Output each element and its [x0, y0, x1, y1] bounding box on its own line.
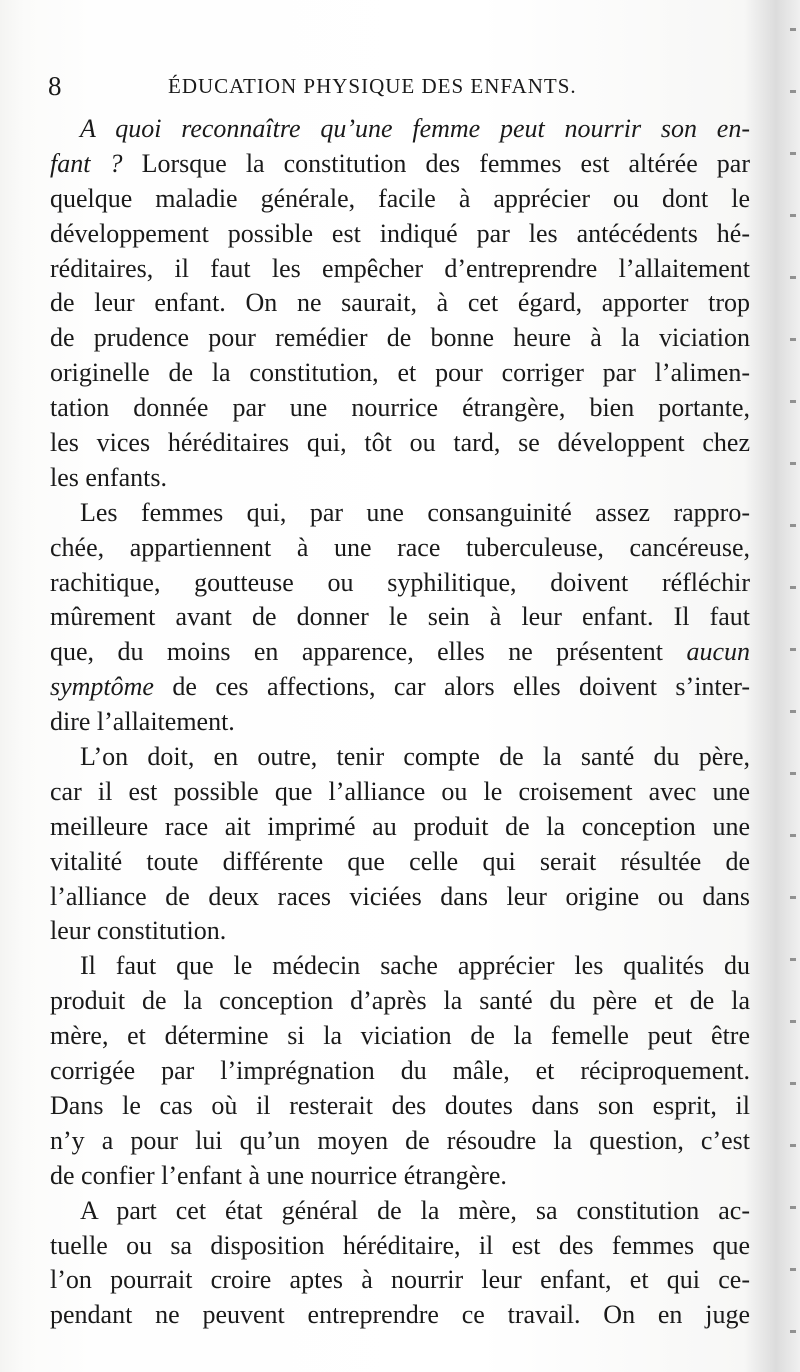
text-line: fant ? Lorsque la constitution des femmes est altérée par	[50, 148, 751, 178]
text-line: leur constitution.	[50, 916, 227, 946]
text-line: de prudence pour remédier de bonne heure à la viciation	[50, 323, 750, 353]
text-line: corrigée par l’imprégnation du mâle, et réciproquement.	[50, 1056, 750, 1086]
text-line: Il faut que le médecin sache apprécier les qualités du	[80, 951, 750, 981]
text-line: de confier l’enfant à une nourrice étrangère.	[50, 1160, 507, 1190]
text-line: dire l’allaitement.	[50, 707, 235, 737]
page-header	[48, 68, 748, 104]
text-line: symptôme de ces affections, car alors elles doivent s’inter-	[50, 672, 750, 702]
text-line: L’on doit, en outre, tenir compte de la santé du père,	[80, 742, 750, 772]
text-line: A part cet état général de la mère, sa constitution ac-	[80, 1195, 750, 1225]
text-line: les vices héréditaires qui, tôt ou tard, se développent chez	[50, 428, 750, 458]
text-line: développement possible est indiqué par les antécédents hé-	[50, 218, 750, 248]
text-line: chée, appartiennent à une race tuberculeuse, cancéreuse,	[50, 532, 750, 562]
text-line: de leur enfant. On ne saurait, à cet égard, apporter trop	[50, 288, 750, 318]
text-line: mûrement avant de donner le sein à leur enfant. Il faut	[50, 602, 750, 632]
text-line: Dans le cas où il resterait des doutes dans son esprit, il	[50, 1090, 750, 1120]
text-line: vitalité toute différente que celle qui serait résultée de	[50, 846, 750, 876]
text-line: l’on pourrait croire aptes à nourrir leur enfant, et qui ce-	[50, 1265, 750, 1295]
text-line: les enfants.	[50, 462, 167, 492]
text-line: car il est possible que l’alliance ou le croisement avec une	[50, 776, 750, 806]
text-line: produit de la conception d’après la santé du père et de la	[50, 986, 750, 1016]
text-line: l’alliance de deux races viciées dans leur origine ou dans	[50, 881, 750, 911]
text-line: réditaires, il faut les empêcher d’entreprendre l’allaitement	[50, 253, 750, 283]
text-line: originelle de la constitution, et pour corriger par l’alimen-	[50, 358, 750, 388]
text-line: meilleure race ait imprimé au produit de la conception une	[50, 811, 750, 841]
text-line: tuelle ou sa disposition héréditaire, il est des femmes que	[50, 1230, 750, 1260]
text-line: quelque maladie générale, facile à apprécier ou dont le	[50, 183, 750, 213]
text-line: tation donnée par une nourrice étrangère, bien portante,	[50, 393, 750, 423]
text-line: que, du moins en apparence, elles ne présentent aucun	[50, 637, 750, 667]
text-line: rachitique, goutteuse ou syphilitique, doivent réfléchir	[50, 567, 750, 597]
running-title: ÉDUCATION PHYSIQUE DES ENFANTS.	[168, 74, 577, 98]
text-line: Les femmes qui, par une consanguinité assez rappro-	[80, 497, 750, 527]
text-line: A quoi reconnaître qu’une femme peut nourrir son en-	[80, 114, 750, 143]
page-number: 8	[48, 71, 62, 101]
page-edge-shadow	[790, 0, 796, 1372]
text-line: pendant ne peuvent entreprendre ce travail. On en juge	[50, 1300, 750, 1330]
body-text	[50, 112, 750, 1333]
text-line: n’y a pour lui qu’un moyen de résoudre la question, c’est	[50, 1125, 750, 1155]
text-line: mère, et détermine si la viciation de la femelle peut être	[50, 1021, 750, 1051]
